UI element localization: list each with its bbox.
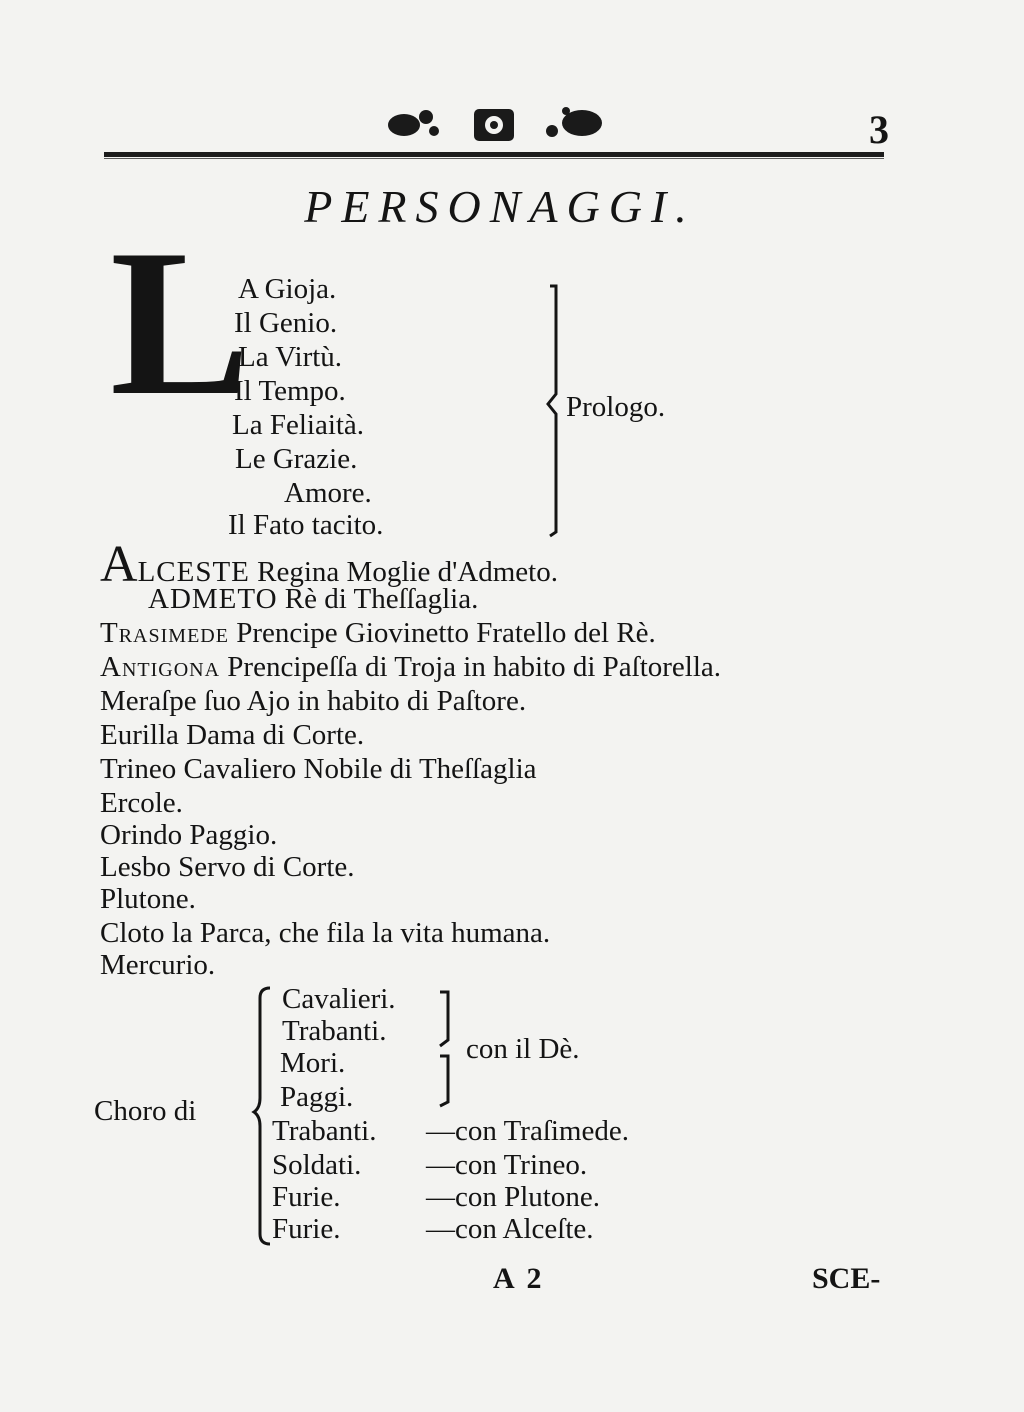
prologue-line: La Virtù. (238, 341, 343, 373)
trasimede-desc: Prencipe Giovinetto Fratello del Rè. (236, 617, 656, 649)
chorus-b-who: Furie. (272, 1181, 341, 1213)
prologue-line: Il Tempo. (234, 375, 346, 407)
prologue-line: Il Genio. (234, 307, 338, 339)
cast-line: Lesbo Servo di Corte. (100, 851, 355, 883)
cast-antigona (100, 650, 721, 684)
header-rule (104, 152, 884, 157)
cast-line: Ercole. (100, 787, 183, 819)
chorus-a-bracket (436, 990, 456, 1110)
prologue-line: Il Fato tacito. (228, 509, 384, 541)
page-number: 3 (869, 107, 889, 152)
alceste-name: LCESTE (137, 556, 250, 588)
chorus-a-item: Mori. (280, 1047, 346, 1079)
header-rule-thin (104, 158, 884, 159)
prologue-label: Prologo. (566, 391, 666, 423)
drop-cap: L (110, 207, 251, 439)
chorus-b-who: Soldati. (272, 1149, 362, 1181)
chorus-b-with: —con Plutone. (426, 1181, 600, 1213)
chorus-label: Choro di (94, 1095, 197, 1127)
chorus-b-with: —con Trineo. (426, 1149, 588, 1181)
cast-line: Meraſpe ſuo Ajo in habito di Paſtore. (100, 685, 527, 717)
cast-line: Eurilla Dama di Corte. (100, 719, 365, 751)
prologue-line: Amore. (284, 477, 372, 509)
cast-line: Trineo Cavaliero Nobile di Theſſaglia (100, 753, 537, 785)
page-title: PERSONAGGI. (304, 181, 696, 232)
chorus-b-with: —con Alceſte. (426, 1213, 594, 1245)
prologue-line: A Gioja. (238, 273, 337, 305)
chorus-a-item: Paggi. (280, 1081, 354, 1113)
cast-line: Plutone. (100, 883, 196, 915)
chorus-b-who: Furie. (272, 1213, 341, 1245)
cast-admeto (148, 582, 478, 616)
admeto-name: ADMETO (148, 583, 278, 615)
chorus-a-item: Trabanti. (282, 1015, 387, 1047)
prologue-line: La Feliaità. (232, 409, 365, 441)
chorus-b-with: —con Traſimede. (426, 1115, 629, 1147)
antigona-name: Antigona (100, 651, 221, 683)
cast-line: Orindo Paggio. (100, 819, 278, 851)
chorus-b-who: Trabanti. (272, 1115, 377, 1147)
cast-line: Cloto la Parca, che fila la vita humana. (100, 917, 551, 949)
alceste-initial: A (100, 536, 138, 593)
chorus-a-item: Cavalieri. (282, 983, 396, 1015)
antigona-desc: Prencipeſſa di Troja in habito di Paſtorella. (227, 651, 722, 683)
prologue-line: Le Grazie. (235, 443, 358, 475)
cast-trasimede (100, 616, 656, 650)
trasimede-name: Trasimede (100, 617, 229, 649)
alceste-desc: Regina Moglie d'Admeto. (257, 556, 558, 588)
catchword: SCE- (812, 1262, 881, 1295)
signature-mark: A 2 (493, 1262, 545, 1295)
chorus-a-with: con il Dè. (466, 1033, 580, 1065)
admeto-desc: Rè di Theſſaglia. (284, 583, 479, 615)
printer-ornament-icon (382, 103, 612, 147)
cast-line: Mercurio. (100, 949, 216, 981)
